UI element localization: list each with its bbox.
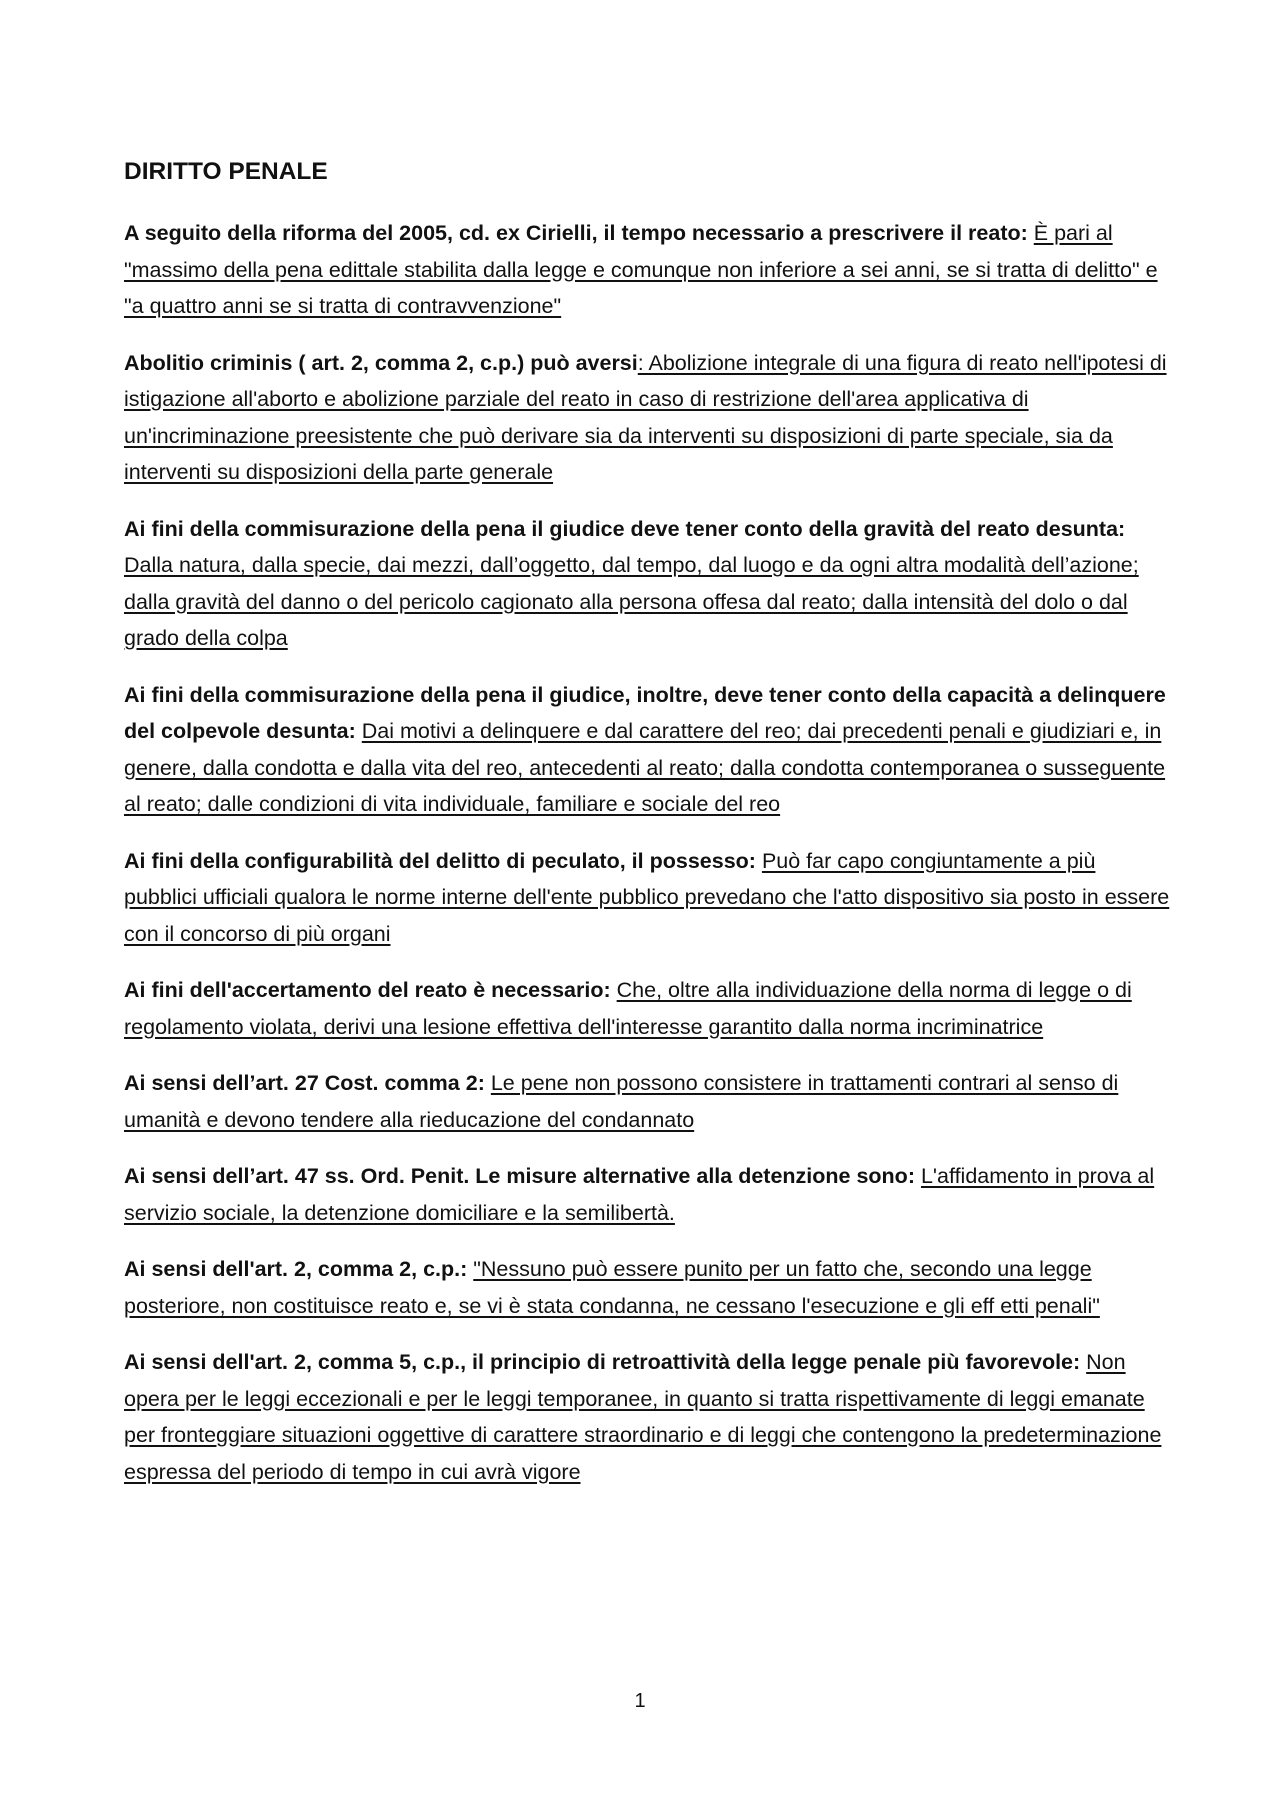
qa-entry-10	[124, 1344, 1170, 1490]
answer-text: Le pene non possono consistere in trattamenti contrari al senso di umanità e devono tendere alla rieducazione del condannato	[124, 1071, 1119, 1132]
question-text: A seguito della riforma del 2005, cd. ex Cirielli, il tempo necessario a prescrivere il reato:	[124, 221, 1028, 245]
answer-text: : Abolizione integrale di una figura di reato nell'ipotesi di istigazione all'aborto e abolizione parziale del reato in caso di restrizione dell'area applicativa di un'incriminazione preesistente che può derivare sia da interventi su disposizioni di parte speciale, sia da interventi su disposizioni della parte generale	[124, 350, 1167, 484]
qa-entry-5	[124, 843, 1170, 953]
answer-text: L'affidamento in prova al servizio sociale, la detenzione domiciliare e la semilibertà.	[124, 1164, 1155, 1225]
answer-text: Non opera per le leggi eccezionali e per le leggi temporanee, in quanto si tratta rispettivamente di leggi emanate per fronteggiare situazioni oggettive di carattere straordinario e di leggi che contengono la predeterminazione espressa del periodo di tempo in cui avrà vigore	[124, 1350, 1162, 1484]
question-text: Ai sensi dell'art. 2, comma 2, c.p.:	[124, 1257, 468, 1281]
question-text: Ai fini della commisurazione della pena il giudice deve tener conto della gravità del reato desunta:	[124, 516, 1126, 541]
answer-text: "Nessuno può essere punito per un fatto che, secondo una legge posteriore, non costituisce reato e, se vi è stata condanna, ne cessano l'esecuzione e gli eff etti penali"	[124, 1257, 1100, 1318]
document-body	[124, 154, 1170, 1510]
answer-text: Dalla natura, dalla specie, dai mezzi, dall’oggetto, dal tempo, dal luogo e da ogni altra modalità dell’azione; dalla gravità del danno o del pericolo cagionato alla persona offesa dal reato; dalla intensità del dolo o dal grado della colpa	[124, 553, 1139, 650]
qa-entry-9	[124, 1251, 1170, 1324]
qa-entry-4	[124, 677, 1170, 823]
qa-entry-7	[124, 1065, 1170, 1138]
question-text: Ai fini dell'accertamento del reato è necessario:	[124, 978, 611, 1002]
qa-entry-8	[124, 1158, 1170, 1231]
qa-entry-6	[124, 972, 1170, 1045]
answer-text: Che, oltre alla individuazione della norma di legge o di regolamento violata, derivi una lesione effettiva dell'interesse garantito dalla norma incriminatrice	[124, 978, 1132, 1039]
document-title: DIRITTO PENALE	[124, 158, 328, 185]
question-text: Ai sensi dell'art. 2, comma 5, c.p., il principio di retroattività della legge penale più favorevole:	[124, 1350, 1081, 1374]
question-text: Abolitio criminis ( art. 2, comma 2, c.p.) può aversi	[124, 350, 638, 375]
answer-text: Dai motivi a delinquere e dal carattere del reo; dai precedenti penali e giudiziari e, in genere, dalla condotta e dalla vita del reo, antecedenti al reato; dalla condotta contemporanea o susseguente al reato; dalle condizioni di vita individuale, familiare e sociale del reo	[124, 719, 1166, 816]
answer-text: È pari al "massimo della pena edittale stabilita dalla legge e comunque non inferiore a sei anni, se si tratta di delitto" e "a quattro anni se si tratta di contravvenzione"	[124, 221, 1158, 318]
qa-entry-1	[124, 215, 1170, 325]
question-text: Ai fini della commisurazione della pena il giudice, inoltre, deve tener conto della capacità a delinquere del colpevole desunta:	[124, 682, 1166, 743]
answer-text: Può far capo congiuntamente a più pubblici ufficiali qualora le norme interne dell'ente pubblico prevedano che l'atto dispositivo sia posto in essere con il concorso di più organi	[124, 848, 1170, 946]
question-text: Ai fini della configurabilità del delitto di peculato, il possesso:	[124, 848, 756, 873]
question-text: Ai sensi dell’art. 27 Cost. comma 2:	[124, 1071, 485, 1095]
qa-entry-3	[124, 511, 1170, 657]
question-text: Ai sensi dell’art. 47 ss. Ord. Penit. Le misure alternative alla detenzione sono:	[124, 1164, 915, 1188]
page-number: 1	[634, 1690, 646, 1712]
qa-entry-2	[124, 345, 1170, 491]
